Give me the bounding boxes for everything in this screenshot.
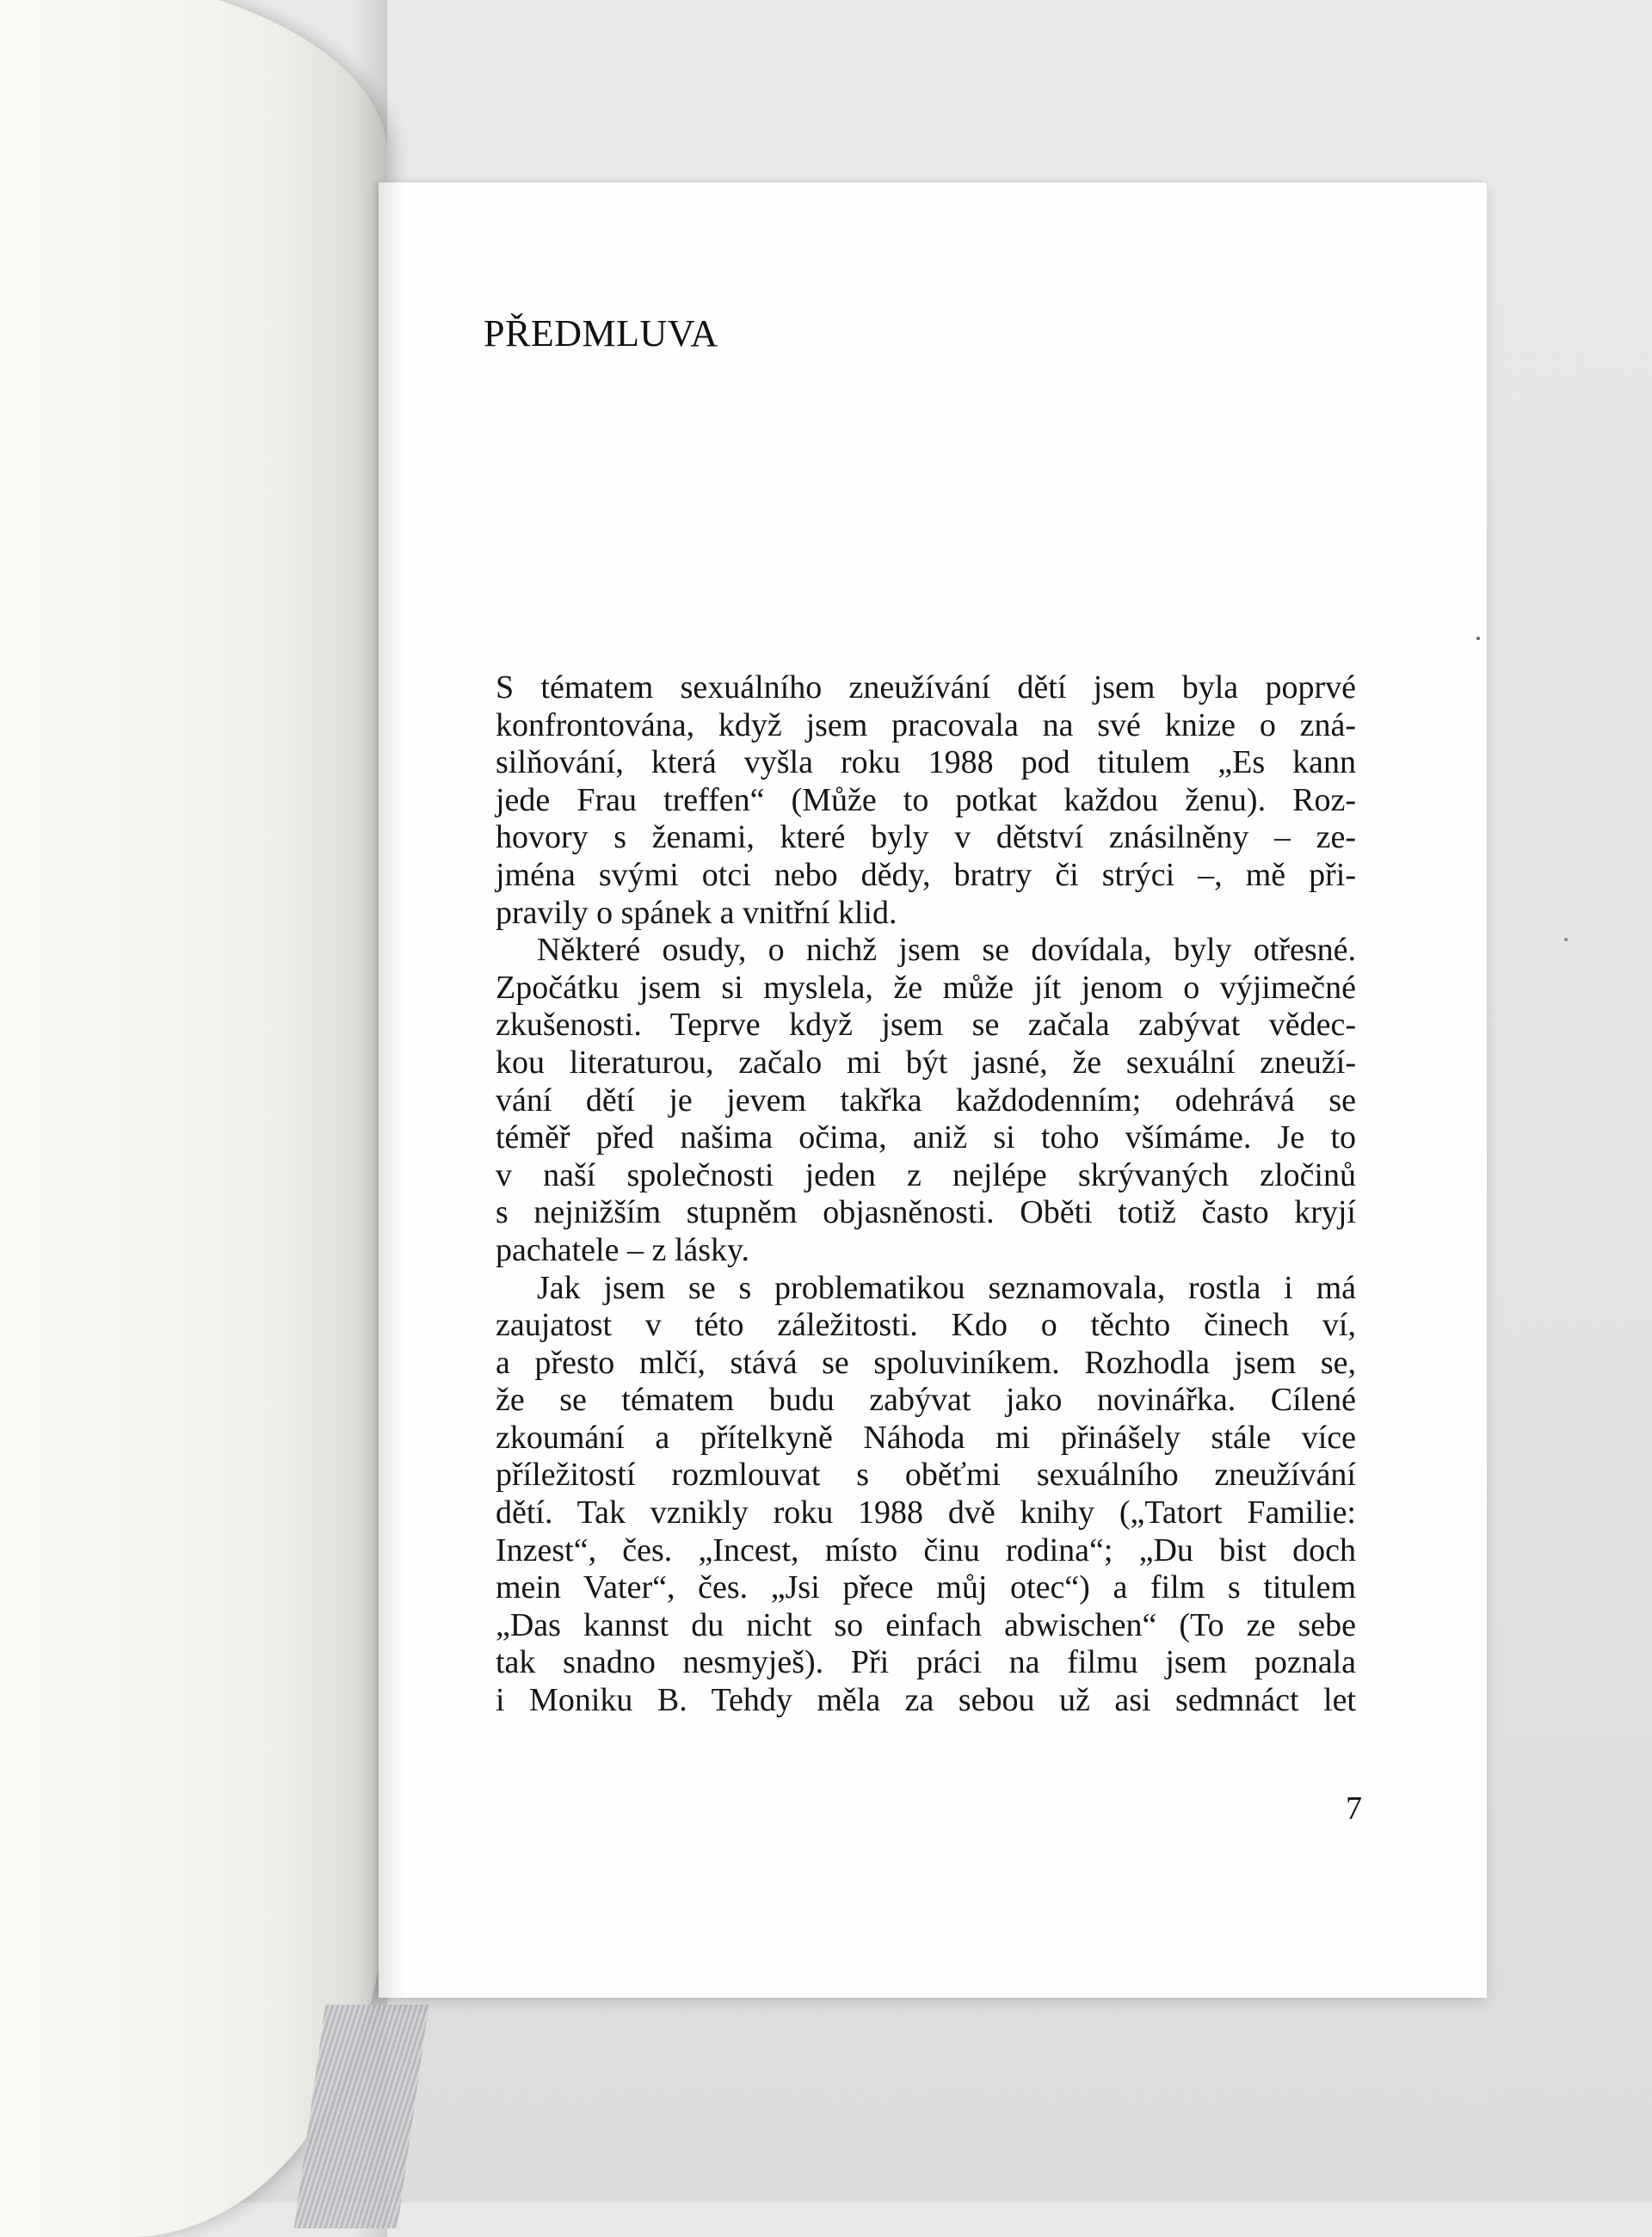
text-line: zkoumání a přítelkyně Náhoda mi přinášely stále více	[496, 1419, 1356, 1456]
text-line: a přesto mlčí, stává se spoluviníkem. Rozhodla jsem se,	[496, 1344, 1356, 1381]
text-line: zkušenosti. Teprve když jsem se začala zabývat vědec-	[496, 1007, 1356, 1044]
text-line: jede Frau treffen“ (Může to potkat každou ženu). Roz-	[496, 781, 1356, 818]
text-line: S tématem sexuálního zneužívání dětí jsem byla poprvé	[496, 669, 1356, 706]
text-line: téměř před našima očima, aniž si toho všímáme. Je to	[496, 1119, 1356, 1156]
page-speck	[1476, 637, 1480, 640]
text-line: s nejnižším stupněm objasněnosti. Oběti totiž často kryjí	[496, 1194, 1356, 1231]
right-page	[379, 182, 1487, 1998]
text-line: zaujatost v této záležitosti. Kdo o těchto činech ví,	[496, 1307, 1356, 1344]
left-page	[0, 0, 387, 2237]
text-line: dětí. Tak vznikly roku 1988 dvě knihy („Tatort Familie:	[496, 1494, 1356, 1531]
text-line: pachatele – z lásky.	[496, 1231, 750, 1268]
text-line: mein Vater“, čes. „Jsi přece můj otec“) a film s titulem	[496, 1569, 1356, 1606]
text-line: v naší společnosti jeden z nejlépe skrývaných zločinů	[496, 1156, 1356, 1193]
text-line: vání dětí je jevem takřka každodenním; odehrává se	[496, 1082, 1356, 1118]
text-line: „Das kannst du nicht so einfach abwischen“ (To ze sebe	[496, 1606, 1356, 1643]
text-line: hovory s ženami, které byly v dětství znásilněny – ze-	[496, 819, 1356, 856]
text-line: pravily o spánek a vnitřní klid.	[496, 894, 897, 931]
text-line: že se tématem budu zabývat jako novinářka. Cílené	[496, 1382, 1356, 1419]
text-line: příležitostí rozmlouvat s oběťmi sexuálního zneužívání	[496, 1457, 1356, 1494]
text-line: i Moniku B. Tehdy měla za sebou už asi sedmnáct let	[496, 1682, 1356, 1719]
text-line: kou literaturou, začalo mi být jasné, že sexuální zneuží-	[496, 1044, 1356, 1081]
text-line: Zpočátku jsem si myslela, že může jít jenom o výjimečné	[496, 969, 1356, 1006]
chapter-title: PŘEDMLUVA	[484, 312, 718, 354]
text-line: konfrontována, když jsem pracovala na své knize o zná-	[496, 706, 1356, 743]
text-line: jména svými otci nebo dědy, bratry či strýci –, mě při-	[496, 856, 1356, 893]
text-line: Některé osudy, o nichž jsem se dovídala, byly otřesné.	[537, 932, 1356, 969]
body-text	[496, 669, 1356, 1720]
text-line: tak snadno nesmyješ). Při práci na filmu jsem poznala	[496, 1644, 1356, 1681]
page-speck	[1564, 938, 1568, 941]
text-line: silňování, která vyšla roku 1988 pod titulem „Es kann	[496, 744, 1356, 781]
page-number: 7	[1346, 1790, 1362, 1827]
text-line: Jak jsem se s problematikou seznamovala, rostla i má	[537, 1269, 1356, 1306]
text-line: Inzest“, čes. „Incest, místo činu rodina“; „Du bist doch	[496, 1531, 1356, 1568]
